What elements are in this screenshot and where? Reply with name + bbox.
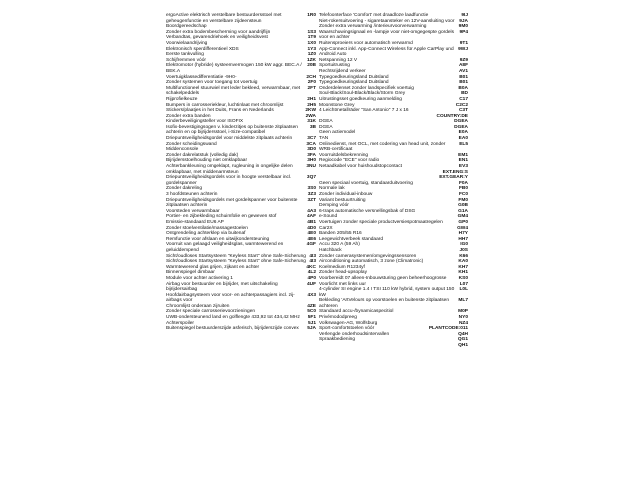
option-code: 4E6 — [307, 236, 316, 242]
option-description: Netaadkabel voor huishoudstopcontact — [319, 164, 402, 170]
option-code: 1Y3 — [307, 46, 316, 52]
option-description: Zonder stoelventilatie/massagestoelen — [166, 225, 248, 231]
option-description: Warmtewerend glas grijen, zijkant en achter — [166, 264, 260, 270]
option-description: Airbag voor bestuurder en bijrijder, met uitschakeling bijrijdersairbag — [166, 281, 278, 293]
option-code: NY0 — [458, 315, 468, 321]
option-code: 3CA — [306, 141, 316, 147]
option-description: Rechtsrijdend verkeer — [319, 68, 366, 74]
option-description: Module voor achter activering 1 — [166, 275, 233, 281]
option-description: Stickers/plaatjes in het Duits, Frans en Nederlands — [166, 108, 274, 114]
option-code: L07 — [459, 281, 468, 287]
option-description: Zonder extra verwarming /interieurvoorverwarming — [319, 24, 427, 30]
option-description: Sicht/oudloses Startsysteem "Keyless Start" ohne Safe-Sicherung — [166, 253, 306, 259]
option-description: Driepuntsveiligheidsgordels met gordelspanner voor buitenste zitplaatsen achterin — [166, 197, 298, 209]
option-description: Banden 205/55 R16 — [319, 231, 362, 237]
option-code: 2WA — [305, 113, 316, 119]
option-code: EA0 — [458, 136, 468, 142]
option-code: G1A — [458, 208, 468, 214]
option-description: Eerste tankvulling — [166, 52, 204, 58]
option-code: 3H0 — [307, 158, 316, 164]
option-description: Achterbankleuning omgeklapt, rugleuning in ongelijke delen omklapbaar, met middenarmsteun — [166, 164, 293, 175]
option-description: Waarschuwingsignaal en -lampje voor niet-omgegespte gordels voor en achter — [319, 29, 455, 41]
option-description: Moonstone Grey — [319, 102, 355, 108]
option-code: J0S — [459, 247, 468, 253]
option-description: 3 hoofdsteunen achterin — [166, 192, 218, 197]
option-code: Q4H — [458, 331, 468, 337]
option-list-right — [319, 13, 468, 349]
option-description: Boordgereedschap — [166, 24, 207, 30]
option-description: Netspanning 12 V — [319, 57, 358, 63]
option-code: L0L — [459, 287, 468, 293]
option-description: Ontgrendeling achterklep via buitenaf — [166, 231, 246, 237]
option-description: Demping vóór — [319, 203, 349, 209]
option-description: Voorsteden verwarmbaar — [166, 208, 220, 214]
option-row — [166, 125, 316, 136]
option-description: Niet-rokersuitvoering - sigaretaansteker en 12V-aansluiting voor — [319, 18, 455, 24]
option-code: 2F0 — [307, 80, 316, 86]
option-code: 9P4 — [459, 29, 468, 35]
option-code: KH1 — [458, 270, 468, 276]
option-code: M0P — [458, 309, 468, 315]
option-code: 4KC — [306, 264, 316, 270]
option-code: 4D0 — [307, 225, 316, 231]
option-code: 31K — [307, 119, 316, 125]
option-description: Volkswagen-AG, Wolfsburg — [319, 320, 378, 326]
option-code: H7Y — [458, 231, 468, 237]
option-description: App-Connect inkl. App-Connect Wireless für Apple CarPlay und Android Auto — [319, 46, 454, 58]
option-code: 9Z9 — [459, 57, 468, 63]
option-description: Voorbereidt 07 alleen-Inbouwsturing geen beheerhoogrosse — [319, 275, 447, 281]
option-description: Soul-Black/Soul-Black/Black/Storm Grey — [319, 91, 406, 97]
option-code: G0B — [458, 203, 468, 209]
option-code: 3S0 — [307, 186, 316, 192]
option-description: Bijrijdersstoelhouding niet omklapbaar — [166, 158, 248, 164]
option-description: ergoActive elektrisch verstelbare bestuurdersstoel met geheugenfunctie en verstelbare zijdeensteun — [166, 13, 282, 24]
option-code: 3NU — [306, 164, 316, 170]
option-code: 3FA — [307, 152, 316, 158]
option-code: FB0 — [458, 186, 468, 192]
option-description: Elektromotor (hybride) systeemvermogen 150 kW aggr. BEC.A / BEK.A — [166, 63, 302, 74]
option-description: Rijprofielkeuze — [166, 96, 198, 102]
option-description: Remfunctie voor afslaan en uitwijkondersteuning — [166, 236, 270, 242]
option-code: 1S3 — [307, 29, 316, 35]
option-description: DGEA — [319, 119, 333, 125]
option-row — [319, 47, 468, 58]
option-code: F0A — [458, 180, 468, 186]
option-code: DGEA — [454, 119, 468, 125]
option-code: EV3 — [458, 164, 468, 170]
option-code: 3ZT — [307, 197, 316, 203]
option-description: Normale lak — [319, 186, 345, 192]
option-row — [166, 63, 316, 74]
option-description: Uitrustingsset goedkeuring aanmelding — [319, 96, 402, 102]
option-description: Zonder individual-inbouw — [319, 192, 373, 197]
option-description: Voertuigklassedifferentiatie -9H0- — [166, 74, 237, 80]
option-description: Accu 320 A (59 Ah) — [319, 242, 360, 248]
option-description: Regiocode "ECE" voor radio — [319, 158, 380, 164]
option-description: Koelmedium R1234yf — [319, 264, 365, 270]
option-code: GM4 — [457, 214, 468, 220]
option-code: 4AF — [306, 214, 316, 220]
option-description: Zonder camerasystemen/omgevingssensoren — [319, 253, 417, 259]
option-code: NZ4 — [458, 320, 468, 326]
option-description: Verbandtas, gevarendriehoek en veiligheidsvest — [166, 35, 268, 41]
option-code: 4L2 — [307, 270, 316, 276]
option-description: DGEA — [319, 124, 333, 130]
option-code: 9WJ — [458, 46, 468, 52]
option-code: KS0 — [458, 275, 468, 281]
option-code: 2H5 — [307, 102, 316, 108]
option-description: Zonder scheidingswand — [166, 141, 217, 147]
option-code: 9T1 — [459, 40, 468, 46]
option-description: Standaard accu-/bynamicaspecitiol — [319, 309, 394, 315]
option-row — [166, 13, 316, 24]
option-code: B0A — [458, 85, 468, 91]
option-code: 4ZE — [307, 303, 316, 309]
option-description: UWB-ondersteunend land en golflengte 433,92 tot 434,42 MHz — [166, 315, 300, 321]
option-description: Bekleding 'ArtVelours op voorstoelen en buitenste zitplaatsen achteren — [319, 298, 449, 309]
option-code: 9IJ — [461, 13, 468, 18]
option-code: C17 — [459, 96, 468, 102]
option-description: Voertuigen zonder speciale productversiespotmaatregelen — [319, 219, 443, 225]
option-code: GW4 — [457, 225, 468, 231]
option-code: 2KW — [305, 108, 316, 114]
option-description: Sportuitrusting — [319, 63, 350, 69]
option-code: 4UF — [306, 281, 316, 287]
option-code: AV1 — [459, 68, 468, 74]
option-row — [166, 198, 316, 209]
option-description: Ruitensproeiers voor automatisch verwarmd — [319, 40, 413, 46]
option-code: 4E0 — [307, 231, 316, 237]
option-row — [166, 242, 316, 253]
option-description: Sicht/oudloses Startsysteem "Keyless Start" ohne Safe-Sicherung — [166, 259, 306, 265]
option-code: IG0 — [460, 242, 468, 248]
option-code: 3B — [309, 124, 316, 130]
option-code: 4P0 — [307, 275, 316, 281]
option-code: 3C7 — [307, 136, 316, 142]
option-description: Zonder systemen voor toegang tot voertuig — [166, 80, 258, 86]
option-code: ML7 — [458, 298, 468, 304]
option-description: Hoofdairbagsysteem voor voor- en achterpassagiers incl. zij-airbags voor — [166, 292, 295, 304]
option-code: KH7 — [458, 264, 468, 270]
option-description: Variant bestuurtruiting — [319, 197, 366, 203]
option-code: EN1 — [458, 158, 468, 164]
option-row — [166, 164, 316, 175]
option-description: Sport-comfortstoelen vóór — [319, 326, 375, 332]
option-description: Geen speciaal voertuig, standaarduitvoering — [319, 180, 413, 186]
option-code: A8F — [458, 63, 468, 69]
option-code: 1Z0 — [307, 52, 316, 58]
option-code: K66 — [459, 253, 468, 259]
option-description: Telefoonterface 'Comfort' met draadloze laadfunctie — [319, 13, 429, 18]
option-description: Schijfremmen vóór — [166, 57, 206, 63]
option-code: 5JA — [307, 326, 316, 332]
option-row — [319, 337, 468, 343]
option-description: Driepuntsveiligheidsgordel voor middelste zitplaats achterin — [166, 136, 293, 142]
option-description: Kinderbeveiligingsteller voor ISOFIX — [166, 119, 244, 125]
option-row — [166, 175, 316, 186]
option-code: EXT.ENG:S — [442, 169, 468, 175]
option-description: Zonder extra bodembescherming voor aandrijflijn — [166, 29, 271, 35]
option-row — [319, 30, 468, 41]
option-description: Emissie-standaard EU6 AP — [166, 219, 224, 225]
option-description: Leegewichtverbeek standaard — [319, 236, 384, 242]
option-code: EL5 — [459, 141, 468, 147]
option-description: Zonder head-upsoplay — [319, 270, 368, 276]
option-description: Hatchback — [319, 247, 342, 253]
option-row — [166, 293, 316, 304]
option-code: COUNTRY:DE — [436, 113, 468, 119]
option-description: Geen actiemodel — [319, 130, 356, 136]
option-description: e-Sound — [319, 214, 338, 220]
option-description: Verlengde onderhoudsintervallen — [319, 331, 390, 337]
option-code: B01 — [459, 74, 468, 80]
option-description: 4 Leichtmetallräder "San Antonio" 7 J x 16 — [319, 108, 409, 114]
option-code: 9JA — [459, 18, 468, 24]
option-description: Voorwielaandrijving — [166, 40, 208, 46]
option-description: Car2X — [319, 225, 333, 231]
option-description: Privémododpreeg — [319, 315, 357, 321]
option-code: 1ZK — [306, 57, 316, 63]
option-code: BD — [461, 91, 468, 97]
option-code: 9M0 — [458, 24, 468, 30]
option-description: 6-traps automatische versnellingsbak of DSG — [319, 208, 416, 214]
option-code: 4I3 — [309, 259, 316, 265]
option-code: QG1 — [457, 337, 468, 343]
option-description: Onderdelenset zonder landspecifiek voertuig — [319, 85, 414, 91]
option-row — [166, 86, 316, 97]
option-description: Buitenspiegel bestuurderszijde asferisch, bijrijderszijde convex — [166, 326, 299, 332]
option-code: EXT.GEAR:Y — [439, 175, 468, 181]
option-description: Zonder extra banden — [166, 113, 211, 119]
option-code: PLANTCODE:011 — [428, 326, 468, 332]
option-code: 5J1 — [307, 320, 316, 326]
option-code: 2FT — [307, 85, 316, 91]
option-description: Voorruitdelsbekrenning — [319, 152, 369, 158]
option-description: Voorruit van gelaagd veiligheidsglas, warmtewerend en geluiddempend — [166, 242, 284, 253]
option-code: 4A3 — [307, 208, 316, 214]
option-description: Achterspoiler — [166, 320, 194, 326]
option-code: 1R0 — [307, 13, 316, 18]
option-code: EM1 — [458, 152, 468, 158]
option-code: 20B — [307, 63, 316, 69]
option-description: Spraakbediening — [319, 337, 356, 343]
option-description: Isofix-bevestigingsogen v. kinderzitjes op buitenste zitplaatsen achterin en op bijrijdersstoel, i-Size-compatibel — [166, 124, 298, 136]
option-code: 4B1 — [307, 219, 316, 225]
option-code: DGEA — [454, 124, 468, 130]
option-code: C2C2 — [455, 102, 468, 108]
option-description: Elektronisch sperdifferentieel XDS — [166, 46, 239, 52]
option-code: 1X0 — [307, 40, 316, 46]
option-description: Driepuntsveiligheidsgordels voor in hoogte verstelbaar incl. gordelspanner — [166, 175, 292, 186]
option-description: Portier- en zijbekleding schuimfolie en geweven stof — [166, 214, 277, 220]
option-description: Typegoedkeuringsland Duitsland — [319, 74, 389, 80]
option-code: 2CH — [306, 74, 316, 80]
option-code: 4GF — [306, 242, 316, 248]
option-row — [166, 326, 316, 332]
option-description: TAN — [319, 136, 329, 142]
option-code: 4I3 — [309, 253, 316, 259]
option-code: B01 — [459, 80, 468, 86]
option-description: Binnenspiegel dimbaar — [166, 270, 215, 276]
option-row — [319, 343, 468, 349]
option-code: 3Q7 — [306, 175, 316, 181]
option-description: Onlinedienst, met OCL, met codering van head unit, zonder WRB-certificaat — [319, 141, 446, 153]
option-row — [319, 298, 468, 309]
option-code: 4X3 — [307, 292, 316, 298]
option-code: GP0 — [458, 219, 468, 225]
option-description: Typegoedkeuringsland Duitsland — [319, 80, 389, 86]
option-description: 4-cylinder SI engine 1.4 I TSI 110 kW hybrid, system output 150 kW — [319, 287, 455, 298]
option-code: 2H1 — [307, 96, 316, 102]
option-code: 1T9 — [307, 35, 316, 41]
option-description: Airconditioning automatisch, 3 zone (Climatronic) — [319, 259, 424, 265]
option-code: E0A — [458, 130, 468, 136]
option-code: HH7 — [458, 236, 468, 242]
option-list-left — [166, 13, 316, 332]
option-description: Bumpers in carrosseriekleur, luchtinlaat met chroomlijst — [166, 102, 284, 108]
option-description: Zonder dakreling — [166, 186, 202, 192]
option-code: 3D0 — [307, 147, 316, 153]
option-description: Middenconsole — [166, 147, 199, 153]
option-code: QH1 — [458, 343, 468, 349]
option-code: 3Z3 — [307, 192, 316, 197]
option-code: FM0 — [458, 197, 468, 203]
option-description: Voorlicht met links uur — [319, 281, 366, 287]
option-description: Zonder dakrelatstuk (volledig dak) — [166, 152, 239, 158]
option-description: Zonder speciale carrosserievoorzieningen — [166, 309, 256, 315]
option-code: KA0 — [458, 259, 468, 265]
option-code: FC0 — [458, 192, 468, 197]
option-code: 5C0 — [307, 309, 316, 315]
option-description: Chroomlijst onderaan zijruiten — [166, 303, 230, 309]
option-row — [319, 287, 468, 298]
option-row — [166, 282, 316, 293]
option-code: C3T — [458, 108, 468, 114]
option-row — [319, 142, 468, 153]
option-description: Multifunctioneel stuurwiel met leder bekleed, verwarmbaar, met schakelpeddels — [166, 85, 301, 97]
option-code: 5F1 — [307, 315, 316, 321]
